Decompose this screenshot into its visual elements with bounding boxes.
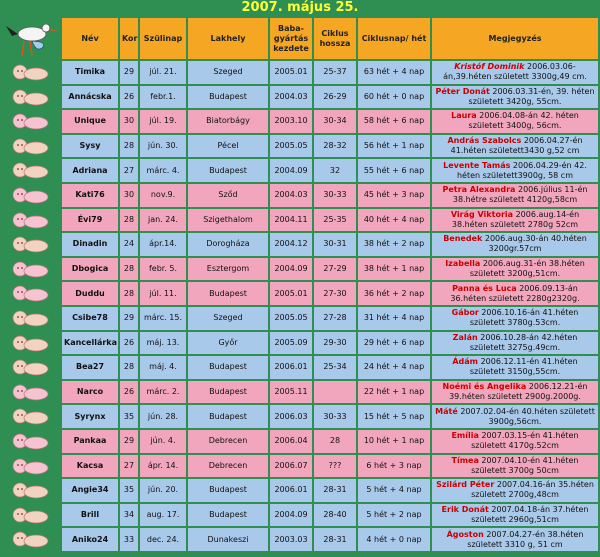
member-start: 2004.09 xyxy=(270,504,312,527)
member-start: 2005.01 xyxy=(270,61,312,84)
member-start: 2005.01 xyxy=(270,282,312,305)
member-cycle-length: ??? xyxy=(314,455,356,478)
col-header-ciklusnap: Ciklusnap/ hét xyxy=(358,18,430,59)
member-note xyxy=(432,159,598,182)
member-cycle-length: 28-32 xyxy=(314,135,356,158)
member-name: Aniko24 xyxy=(62,528,118,551)
col-header-nev: Név xyxy=(62,18,118,59)
table-row xyxy=(62,110,598,133)
table-row xyxy=(62,135,598,158)
baby-name: Izabella xyxy=(445,259,481,269)
member-age: 29 xyxy=(120,430,138,453)
member-city: Debrecen xyxy=(188,430,268,453)
birth-details: 2007.04.27-én 38.héten született 3310 g, 51 cm xyxy=(467,529,584,549)
member-note xyxy=(432,135,598,158)
member-cycle-length: 25-35 xyxy=(314,209,356,232)
member-city: Budapest xyxy=(188,504,268,527)
member-birthday: márc. 2. xyxy=(140,381,186,404)
birth-details: 2006.04.08-án 42. héten született 3400g, 56cm. xyxy=(468,111,579,131)
member-cycle-length xyxy=(314,381,356,404)
member-note xyxy=(432,430,598,453)
member-name: Brill xyxy=(62,504,118,527)
member-age: 26 xyxy=(120,381,138,404)
member-name: Adriana xyxy=(62,159,118,182)
member-city: Budapest xyxy=(188,159,268,182)
page-title: 2007. május 25. xyxy=(241,0,359,15)
member-age: 24 xyxy=(120,233,138,256)
member-cycle-day: 60 hét + 0 nap xyxy=(358,86,430,109)
baby-icon xyxy=(6,234,54,254)
member-cycle-day: 29 hét + 6 nap xyxy=(358,332,430,355)
member-cycle-day: 5 hét + 4 nap xyxy=(358,479,430,502)
member-birthday: máj. 13. xyxy=(140,332,186,355)
member-cycle-length: 27-29 xyxy=(314,258,356,281)
baby-name: Szilárd Péter xyxy=(436,480,495,490)
baby-icon xyxy=(6,480,54,500)
member-age: 30 xyxy=(120,184,138,207)
birth-details: 2006.aug.14-én 38.héten született 2780g 52cm xyxy=(451,209,580,229)
member-cycle-length: 28-40 xyxy=(314,504,356,527)
member-note xyxy=(432,455,598,478)
member-age: 30 xyxy=(120,110,138,133)
member-city: Szigethalom xyxy=(188,209,268,232)
birth-details: 2006.aug.31-én 38.héten született 3200g,51cm. xyxy=(469,259,585,279)
member-note xyxy=(432,184,598,207)
member-city: Debrecen xyxy=(188,455,268,478)
member-start: 2006.01 xyxy=(270,356,312,379)
member-start: 2004.12 xyxy=(270,233,312,256)
baby-icon xyxy=(6,160,54,180)
baby-name: Petra Alexandra xyxy=(442,185,516,195)
col-header-ciklus: Ciklus hossza xyxy=(314,18,356,59)
member-birthday: ápr. 14. xyxy=(140,455,186,478)
baby-icon xyxy=(6,111,54,131)
member-cycle-day: 63 hét + 4 nap xyxy=(358,61,430,84)
baby-name: Ágoston xyxy=(446,529,484,539)
member-note xyxy=(432,86,598,109)
member-note xyxy=(432,356,598,379)
member-city: Esztergom xyxy=(188,258,268,281)
member-cycle-day: 31 hét + 4 nap xyxy=(358,307,430,330)
member-note xyxy=(432,258,598,281)
table-row xyxy=(62,455,598,478)
baby-name: Noémi és Angelika xyxy=(442,382,527,392)
member-start: 2004.09 xyxy=(270,258,312,281)
member-start: 2004.03 xyxy=(270,184,312,207)
member-cycle-day: 38 hét + 2 nap xyxy=(358,233,430,256)
baby-name: Virág Viktoria xyxy=(450,209,514,219)
member-cycle-day: 4 hét + 0 nap xyxy=(358,528,430,551)
member-birthday: nov.9. xyxy=(140,184,186,207)
member-cycle-length: 28-31 xyxy=(314,479,356,502)
member-name: Narco xyxy=(62,381,118,404)
member-name: Dbogica xyxy=(62,258,118,281)
member-city: Budapest xyxy=(188,479,268,502)
baby-icon xyxy=(6,456,54,476)
table-row xyxy=(62,258,598,281)
birth-details: 2006.10.28-án 42.héten született 3275g.49cm. xyxy=(469,332,578,352)
member-age: 28 xyxy=(120,356,138,379)
member-note xyxy=(432,209,598,232)
baby-name: Gábor xyxy=(451,308,479,318)
baby-sidebar xyxy=(0,60,60,557)
member-start: 2005.05 xyxy=(270,307,312,330)
baby-icon xyxy=(6,210,54,230)
member-note xyxy=(432,110,598,133)
member-cycle-day: 58 hét + 6 nap xyxy=(358,110,430,133)
member-cycle-day: 38 hét + 1 nap xyxy=(358,258,430,281)
member-age: 33 xyxy=(120,528,138,551)
table-row xyxy=(62,356,598,379)
member-age: 27 xyxy=(120,159,138,182)
member-start: 2003.03 xyxy=(270,528,312,551)
baby-icon xyxy=(6,283,54,303)
member-note xyxy=(432,282,598,305)
member-birthday: júl. 19. xyxy=(140,110,186,133)
baby-name: Emília xyxy=(451,431,479,441)
member-start: 2006.04 xyxy=(270,430,312,453)
member-name: Kancellárka xyxy=(62,332,118,355)
member-city: Dorogháza xyxy=(188,233,268,256)
table-row xyxy=(62,159,598,182)
member-name: Sysy xyxy=(62,135,118,158)
member-age: 29 xyxy=(120,61,138,84)
member-start: 2006.03 xyxy=(270,405,312,428)
members-table xyxy=(60,16,600,553)
member-cycle-day: 40 hét + 4 nap xyxy=(358,209,430,232)
member-city: Dunakeszi xyxy=(188,528,268,551)
member-cycle-length: 25-34 xyxy=(314,356,356,379)
member-note xyxy=(432,61,598,84)
member-age: 26 xyxy=(120,86,138,109)
member-city: Budapest xyxy=(188,282,268,305)
member-cycle-day: 5 hét + 2 nap xyxy=(358,504,430,527)
member-age: 29 xyxy=(120,307,138,330)
member-birthday: márc. 4. xyxy=(140,159,186,182)
baby-icon xyxy=(6,406,54,426)
table-row xyxy=(62,504,598,527)
member-cycle-length: 28 xyxy=(314,430,356,453)
member-birthday: aug. 17. xyxy=(140,504,186,527)
member-city: Szeged xyxy=(188,61,268,84)
baby-icon xyxy=(6,185,54,205)
table-row xyxy=(62,430,598,453)
member-city: Szeged xyxy=(188,307,268,330)
table-row xyxy=(62,282,598,305)
member-age: 35 xyxy=(120,405,138,428)
baby-icon xyxy=(6,62,54,82)
table-row xyxy=(62,528,598,551)
table-row xyxy=(62,233,598,256)
member-name: Annácska xyxy=(62,86,118,109)
baby-name: Laura xyxy=(451,111,477,121)
baby-name: Erik Donát xyxy=(441,504,489,514)
col-header-lakhely: Lakhely xyxy=(188,18,268,59)
baby-name: Levente Tamás xyxy=(443,160,511,170)
baby-name: Benedek xyxy=(443,234,483,244)
member-age: 26 xyxy=(120,332,138,355)
member-cycle-day: 6 hét + 3 nap xyxy=(358,455,430,478)
member-age: 28 xyxy=(120,258,138,281)
member-age: 28 xyxy=(120,282,138,305)
baby-name: Ádám xyxy=(452,357,479,367)
member-city: Budapest xyxy=(188,381,268,404)
baby-icon xyxy=(6,136,54,156)
member-age: 27 xyxy=(120,455,138,478)
member-city: Budapest xyxy=(188,356,268,379)
member-age: 28 xyxy=(120,135,138,158)
member-cycle-day: 36 hét + 2 nap xyxy=(358,282,430,305)
member-note xyxy=(432,479,598,502)
member-name: Bea27 xyxy=(62,356,118,379)
member-age: 35 xyxy=(120,479,138,502)
member-cycle-length: 28-31 xyxy=(314,528,356,551)
member-cycle-day: 22 hét + 1 nap xyxy=(358,381,430,404)
member-birthday: jún. 28. xyxy=(140,405,186,428)
member-name: Dinadin xyxy=(62,233,118,256)
member-age: 28 xyxy=(120,209,138,232)
table-row xyxy=(62,479,598,502)
baby-icon xyxy=(6,431,54,451)
birth-details: 2006.12.11-én 41.héten született 3150g,55cm. xyxy=(469,357,578,377)
table-row xyxy=(62,381,598,404)
member-start: 2003.10 xyxy=(270,110,312,133)
birth-details: 2007.03.15-én 41.héten született 4170g.52cm xyxy=(471,431,579,451)
birth-details: 2006.03.06-án,39.héten született 3300g,49 cm. xyxy=(443,62,587,82)
baby-name: Kristóf Dominik xyxy=(454,62,525,72)
table-row xyxy=(62,307,598,330)
member-start: 2005.09 xyxy=(270,332,312,355)
member-cycle-length: 30-31 xyxy=(314,233,356,256)
member-start: 2004.09 xyxy=(270,159,312,182)
member-cycle-length: 30-33 xyxy=(314,184,356,207)
birth-details: 2006.04.27-én 41.héten született3430 g,52 cm xyxy=(450,136,583,156)
member-name: Évi79 xyxy=(62,209,118,232)
member-start: 2006.07 xyxy=(270,455,312,478)
baby-icon xyxy=(6,87,54,107)
member-note xyxy=(432,381,598,404)
member-birthday: júl. 11. xyxy=(140,282,186,305)
member-city: Budapest xyxy=(188,405,268,428)
member-cycle-day: 55 hét + 6 nap xyxy=(358,159,430,182)
member-name: Angie34 xyxy=(62,479,118,502)
member-note xyxy=(432,332,598,355)
member-name: Kacsa xyxy=(62,455,118,478)
member-note xyxy=(432,405,598,428)
baby-name: Panna és Luca xyxy=(452,283,517,293)
member-name: Timika xyxy=(62,61,118,84)
table-row xyxy=(62,209,598,232)
baby-icon xyxy=(6,529,54,549)
col-header-megjegyzes: Megjegyzés xyxy=(432,18,598,59)
member-start: 2006.01 xyxy=(270,479,312,502)
birth-details: 2007.04.16-án 35.héten született 2700g,48cm xyxy=(471,480,594,500)
member-birthday: jan. 24. xyxy=(140,209,186,232)
member-birthday: ápr.14. xyxy=(140,233,186,256)
member-start: 2004.11 xyxy=(270,209,312,232)
member-cycle-length: 27-28 xyxy=(314,307,356,330)
member-cycle-length: 30-34 xyxy=(314,110,356,133)
birth-details: 2006.10.16-án 41.héten született 3780g.53cm. xyxy=(469,308,579,328)
member-birthday: febr.1. xyxy=(140,86,186,109)
member-city: Budapest xyxy=(188,86,268,109)
table-row xyxy=(62,61,598,84)
member-note xyxy=(432,504,598,527)
member-birthday: dec. 24. xyxy=(140,528,186,551)
baby-name: András Szabolcs xyxy=(447,136,522,146)
member-birthday: márc. 15. xyxy=(140,307,186,330)
member-cycle-day: 56 hét + 1 nap xyxy=(358,135,430,158)
col-header-kezdet: Baba-gyártás kezdete xyxy=(270,18,312,59)
member-birthday: jún. 20. xyxy=(140,479,186,502)
member-cycle-day: 15 hét + 5 nap xyxy=(358,405,430,428)
member-city: Sződ xyxy=(188,184,268,207)
member-start: 2004.03 xyxy=(270,86,312,109)
col-header-szulinap: Szülinap xyxy=(140,18,186,59)
member-birthday: jún. 30. xyxy=(140,135,186,158)
member-cycle-day: 45 hét + 3 nap xyxy=(358,184,430,207)
member-cycle-length: 32 xyxy=(314,159,356,182)
table-row xyxy=(62,332,598,355)
baby-icon xyxy=(6,333,54,353)
birth-details: 2006.04.29-én 42. héten született3900g, 58 cm xyxy=(456,160,587,180)
member-note xyxy=(432,233,598,256)
baby-name: Máté xyxy=(435,406,458,416)
stork-icon xyxy=(2,14,62,60)
col-header-kor: Kor xyxy=(120,18,138,59)
member-city: Győr xyxy=(188,332,268,355)
member-name: Pankaa xyxy=(62,430,118,453)
baby-icon xyxy=(6,259,54,279)
member-start: 2005.05 xyxy=(270,135,312,158)
birth-details: 2007.04.18-án 37.héten született 2960g,51cm xyxy=(471,504,589,524)
header-row xyxy=(62,18,598,59)
member-city: Pécel xyxy=(188,135,268,158)
birth-details: 2006.03.31-én, 39. héten született 3420g, 55cm. xyxy=(468,86,595,106)
baby-name: Péter Donát xyxy=(435,86,490,96)
table-row xyxy=(62,86,598,109)
member-note xyxy=(432,307,598,330)
member-birthday: máj. 4. xyxy=(140,356,186,379)
member-birthday: febr. 5. xyxy=(140,258,186,281)
birth-details: 2007.04.10-én 41.héten született 3700g 50cm xyxy=(471,455,579,475)
birth-details: 2007.02.04-én 40.héten született 3900g,56cm. xyxy=(460,406,595,426)
baby-name: Tímea xyxy=(451,455,479,465)
member-age: 34 xyxy=(120,504,138,527)
baby-name: Zalán xyxy=(452,332,478,342)
member-cycle-length: 29-30 xyxy=(314,332,356,355)
member-birthday: júl. 21. xyxy=(140,61,186,84)
member-cycle-length: 30-33 xyxy=(314,405,356,428)
member-name: Duddu xyxy=(62,282,118,305)
member-name: Syrynx xyxy=(62,405,118,428)
member-start: 2005.11 xyxy=(270,381,312,404)
member-name: Kati76 xyxy=(62,184,118,207)
member-city: Biatorbágy xyxy=(188,110,268,133)
baby-icon xyxy=(6,357,54,377)
member-cycle-length: 27-30 xyxy=(314,282,356,305)
member-name: Csibe78 xyxy=(62,307,118,330)
member-cycle-length: 25-37 xyxy=(314,61,356,84)
member-cycle-length: 26-29 xyxy=(314,86,356,109)
birth-details: 2006.aug.30-án 40.héten 3200gr.57cm xyxy=(484,234,587,254)
table-row xyxy=(62,184,598,207)
baby-icon xyxy=(6,505,54,525)
birth-details: 2006.12.21-én 39.héten született 2900g.2000g. xyxy=(449,382,588,402)
member-name: Unique xyxy=(62,110,118,133)
member-note xyxy=(432,528,598,551)
member-cycle-day: 10 hét + 1 nap xyxy=(358,430,430,453)
table-row xyxy=(62,405,598,428)
member-cycle-day: 24 hét + 4 nap xyxy=(358,356,430,379)
birth-details: 2006.július 11-én 38.hétre született 4120g,58cm xyxy=(452,185,588,205)
baby-icon xyxy=(6,382,54,402)
member-birthday: jún. 4. xyxy=(140,430,186,453)
birth-details: 2006.09.13-án 36.héten született 2280g2320g. xyxy=(450,283,580,303)
baby-icon xyxy=(6,308,54,328)
